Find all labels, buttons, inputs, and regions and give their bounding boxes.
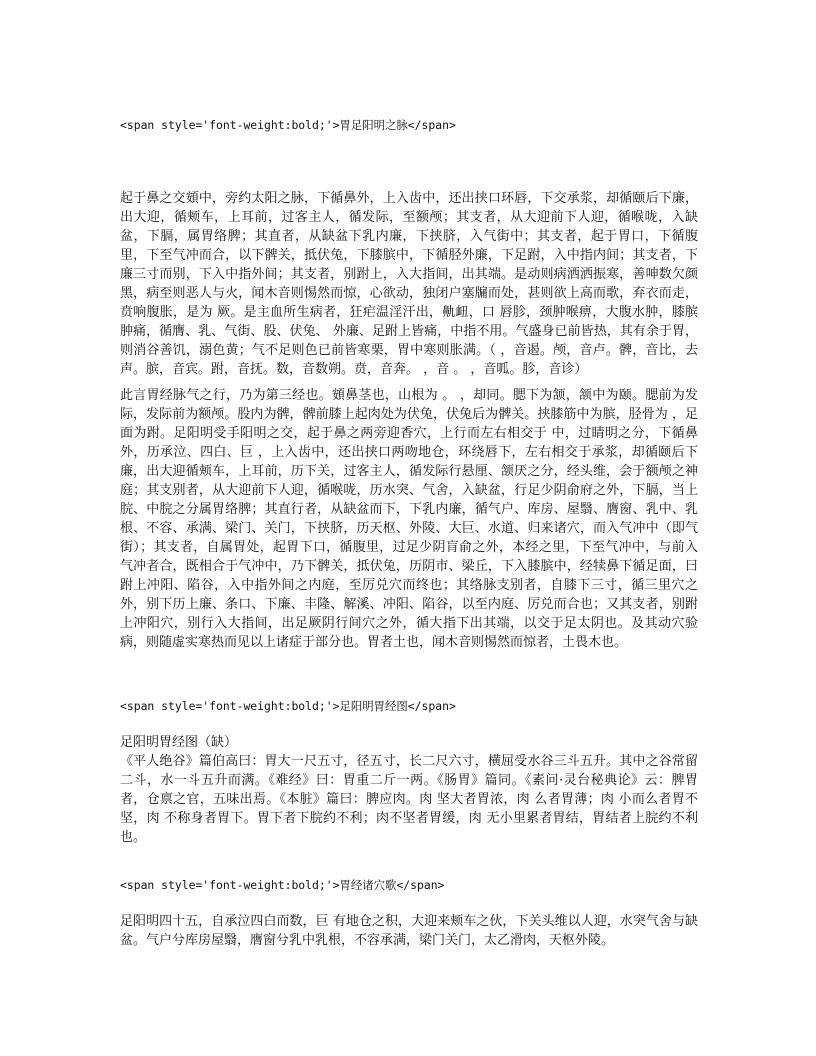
stomach-meridian-commentary: 此言胃经脉气之行，乃为第三经也。頞鼻茎也，山根为 。 ，却同。腮下为颔，颔中为颐。腮前为发际，发际前为额颅。股内为髀，髀前膝上起肉处为伏兔，伏兔后为髀关。挟膝筋中为膑，胫骨为 ，足面为跗。足阳明受手阳明之交，起于鼻之两旁迎香穴，上行而左右相交于 中，过睛明之分，下循鼻外，历承泣、四白、巨 ，上入齿中，还出挟口两吻地仓，环绕唇下，左右相交于承浆，却循颐后下廉，出大迎循颊车，上耳前，历下关，过客主人，循发际行悬厘、颔厌之分，经头维，会于额颅之神庭；其支别者，从大迎前下人迎，循喉咙，历水突、气舍，入缺盆，行足少阴俞府之外，下膈，当上脘、中脘之分属胃络脾；其直行者，从缺盆而下，下乳内廉，循气户、库房、屋翳、膺窗、乳中、乳根、不容、承满、梁门、关门，下挟脐，历天枢、外陵、大巨、水道、归来诸穴，而入气冲中（即气街）；其支者，自属胃处，起胃下口，循腹里，过足少阴肓俞之外，本经之里，下至气冲中，与前入气冲者合，既相合于气冲中，乃下髀关，抵伏兔，历阴市、梁丘，下入膝膑中，经犊鼻下循足面，曰跗上冲阳、陷谷，入中指外间之内庭，至厉兑穴而终也；其络脉支别者，自膝下三寸，循三里穴之外，别下历上廉、条口、下廉、丰隆、解溪、冲阳、陷谷，以至内庭、厉兑而合也；又其支者，别跗上冲阳穴，别行入大指间，出足厥阴行间穴之外，循大指下出其端，以交于足太阴也。及其动穴验病，则随虚实寒热而见以上诸症于部分也。胃者土也，闻木音则惕然而惊者，土畏木也。 [120, 388, 698, 650]
section-heading-markup: <span style='font-weight:bold;'>足阳明胃经图</span> [120, 699, 456, 713]
figure-missing-note: 足阳明胃经图（缺） [120, 735, 238, 750]
stomach-meridian-text: 起于鼻之交頞中，旁约太阳之脉，下循鼻外，上入齿中，还出挟口环唇，下交承浆，却循颐后下廉，出大迎，循颊车，上耳前，过客主人，循发际，至额颅；其支者，从大迎前下人迎，循喉咙，入缺盆，下膈，属胃络脾；其直者，从缺盆下乳内廉，下挟脐，入气街中；其支者，起于胃口，下循腹里，下至气冲而合，以下髀关，抵伏兔，下膝膑中，下循胫外廉，下足跗，入中指内间；其支者，下廉三寸而别，下入中指外间；其支者，别跗上，入大指间，出其端。是动则病洒洒振寒，善呻数欠颜黑，病至则恶人与火，闻木音则惕然而惊，心欲动，独闭户塞牖而处，甚则欲上高而歌，弃衣而走，贲响腹胀，是为 厥。是主血所生病者，狂疟温淫汗出，鼽衄，口 唇胗，颈肿喉痹，大腹水肿，膝膑肿痛，循膺、乳、气街、股、伏兔、 外廉、足跗上皆痛，中指不用。气盛身已前皆热，其有余于胃，则消谷善饥，溺色黄；气不足则色已前皆寒栗，胃中寒则胀满。（ ，音遏。颅，音卢。髀，音比，去声。膑，音宾。跗，音抚。数，音数朔。贲，音奔。 ，音 。 ，音呱。胗，音诊） [120, 191, 698, 377]
section-heading-markup: <span style='font-weight:bold;'>胃足阳明之脉</span> [120, 118, 456, 132]
acupoint-song-text: 足阳明四十五，自承泣四白而数，巨 有地仓之积，大迎来颊车之伙，下关头维以人迎，水突气舍与缺盆。气户兮库房屋翳，膺窗兮乳中乳根，不容承满，梁门关门，太乙滑肉，天枢外陵。 [120, 914, 698, 948]
stomach-anatomy-text: 《平人绝谷》篇伯高曰：胃大一尺五寸，径五寸，长二尺六寸，横屈受水谷三斗五升。其中之谷常留二斗，水一斗五升而满。《难经》曰：胃重二斤一两。《肠胃》篇同。《素问·灵台秘典论》云：脾胃者，仓禀之官，五味出焉。《本脏》篇曰：脾应肉。肉 坚大者胃浓，肉 么者胃薄；肉 小而么者胃不坚，肉 不称身者胃下。胃下者下脘约不利；肉不坚者胃缓，肉 无小里累者胃结，胃结者上脘约不利也。 [120, 754, 698, 845]
section-heading-markup: <span style='font-weight:bold;'>胃经诸穴歌</span> [120, 878, 445, 892]
